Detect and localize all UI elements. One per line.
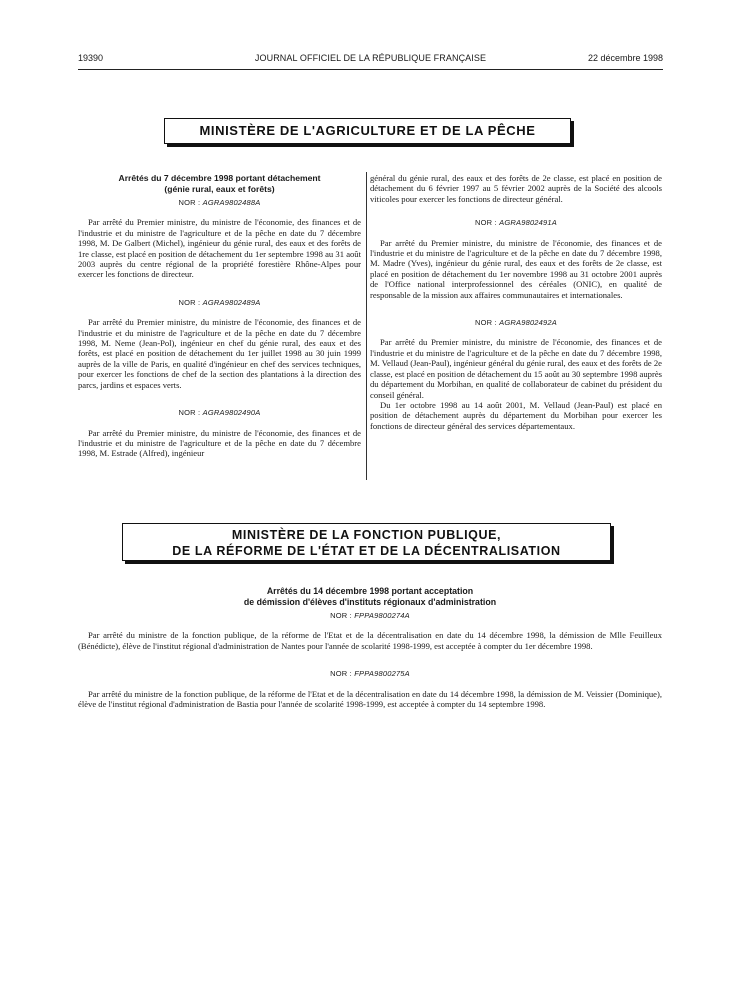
nor-code: FPPA9800275A [354, 669, 410, 679]
journal-title: JOURNAL OFFICIEL DE LA RÉPUBLIQUE FRANÇAISE [254, 53, 487, 63]
section1-title-line2: (génie rural, eaux et forêts) [164, 183, 275, 194]
decree-paragraph: Du 1er octobre 1998 au 14 août 2001, M. Vellaud (Jean-Paul) est placé en position de détachement auprès du département du Morbihan pour exercer les fonctions de directeur général des services départementaux. [370, 399, 662, 431]
section1-title-line1: Arrêtés du 7 décembre 1998 portant détachement [118, 173, 321, 183]
nor-reference: NOR : AGRA9802492A [475, 318, 557, 328]
section2-title [78, 586, 662, 607]
nor-reference: NOR : FPPA9800274A [330, 611, 410, 620]
nor-reference: NOR : AGRA9802489A [178, 297, 261, 307]
nor-code: AGRA9802488A [202, 198, 261, 207]
issue-date: 22 décembre 1998 [587, 53, 663, 63]
nor-code: AGRA9802492A [499, 318, 557, 328]
decree-paragraph-continuation: général du génie rural, des eaux et des forêts de 2e classe, est placé en position de détachement du 6 février 1997 au 5 février 2002 auprès de la Société des alcools viticoles pour exercer les fonctions de directeur général. [370, 173, 662, 204]
nor-code: AGRA9802491A [499, 218, 557, 228]
nor-reference: NOR : AGRA9802488A [178, 198, 261, 207]
nor-code: AGRA9802490A [202, 408, 261, 418]
left-column [78, 173, 361, 459]
decree-paragraph: Par arrêté du ministre de la fonction publique, de la réforme de l'Etat et de la décentralisation en date du 14 décembre 1998, la démission de Mlle Feuilleux (Bénédicte), élève de l'institut régional d'administration de Nantes pour l'année de scolarité 1998-1999, est acceptée à compter du 1er décembre 1998. [78, 630, 662, 651]
nor-reference: NOR : AGRA9802491A [475, 218, 557, 228]
column-separator [366, 172, 367, 480]
nor-code: AGRA9802489A [202, 297, 261, 307]
decree-paragraph: Par arrêté du Premier ministre, du ministre de l'économie, des finances et de l'industrie et du ministre de l'agriculture et de la pêche en date du 7 décembre 1998, M. Neme (Jean-Pol), ingénieur en chef du génie rural, des eaux et des forêts, est placé en position de détachement du 1er juillet 1998 au 30 juin 1999 auprès de la ville de Paris, en qualité d'ingénieur en chef des services techniques, pour exercer les fonctions de chef de la section des plantations à la direction des parcs, jardins et espaces verts. [78, 317, 361, 390]
decree-paragraph: Par arrêté du Premier ministre, du ministre de l'économie, des finances et de l'industrie et du ministre de l'agriculture et de la pêche en date du 7 décembre 1998, M. Estrade (Alfred), ingénieur [78, 427, 361, 459]
page-number: 19390 [78, 53, 104, 63]
ministry-agriculture-box [164, 118, 571, 144]
page-header [78, 53, 663, 70]
decree-paragraph: Par arrêté du ministre de la fonction publique, de la réforme de l'Etat et de la décentralisation en date du 14 décembre 1998, la démission de M. Veissier (Dominique), élève de l'institut régional d'administration de Bastia pour l'année de scolarité 1998-1999, est acceptée à compter du 14 septembre 1998. [78, 688, 662, 710]
ministry-agriculture-title: MINISTÈRE DE L'AGRICULTURE ET DE LA PÊCHE [199, 123, 536, 138]
section1-title [78, 173, 361, 194]
nor-code: FPPA9800274A [354, 611, 410, 620]
decree-paragraph: Par arrêté du Premier ministre, du ministre de l'économie, des finances et de l'industrie et du ministre de l'agriculture et de la pêche en date du 7 décembre 1998, M. De Galbert (Michel), ingénieur du génie rural, des eaux et des forêts de 1re classe, est placé en position de détachement du 1er septembre 1998 au 31 août 2003 auprès du centre régional de la propriété forestière Rhône-Alpes pour exercer les fonctions de directeur. [78, 217, 361, 280]
nor-reference: NOR : FPPA9800275A [330, 669, 410, 679]
section2-title-line1: Arrêtés du 14 décembre 1998 portant acceptation [266, 586, 474, 596]
section2-title-line2: de démission d'élèves d'instituts régionaux d'administration [243, 596, 497, 607]
ministry-fonction-publique-title-line1: MINISTÈRE DE LA FONCTION PUBLIQUE, [231, 528, 502, 542]
ministry-fonction-publique-box [122, 523, 611, 561]
decree-paragraph: Par arrêté du Premier ministre, du ministre de l'économie, des finances et de l'industrie et du ministre de l'agriculture et de la pêche en date du 7 décembre 1998, M. Vellaud (Jean-Paul), ingénieur général du génie rural, des eaux et des forêts de 2e classe, est placé en position de détachement du 15 août au 30 septembre 1998 auprès du département du Morbihan, en qualité de collaborateur de cabinet du président du conseil général. [370, 337, 662, 400]
ministry-fonction-publique-title-line2: DE LA RÉFORME DE L'ÉTAT ET DE LA DÉCENTRALISATION [172, 544, 561, 558]
section2 [78, 586, 662, 719]
nor-reference: NOR : AGRA9802490A [178, 408, 261, 418]
right-column [370, 173, 662, 441]
decree-paragraph: Par arrêté du Premier ministre, du ministre de l'économie, des finances et de l'industrie et du ministre de l'agriculture et de la pêche en date du 7 décembre 1998, M. Madre (Yves), ingénieur du génie rural, des eaux et des forêts de 2e classe, est placé en position de détachement du 1er novembre 1998 au 31 octobre 2001 auprès de l'Office national interprofessionnel des céréales (ONIC), en qualité de responsable de la mission aux affaires communautaires et internationales. [370, 237, 662, 300]
